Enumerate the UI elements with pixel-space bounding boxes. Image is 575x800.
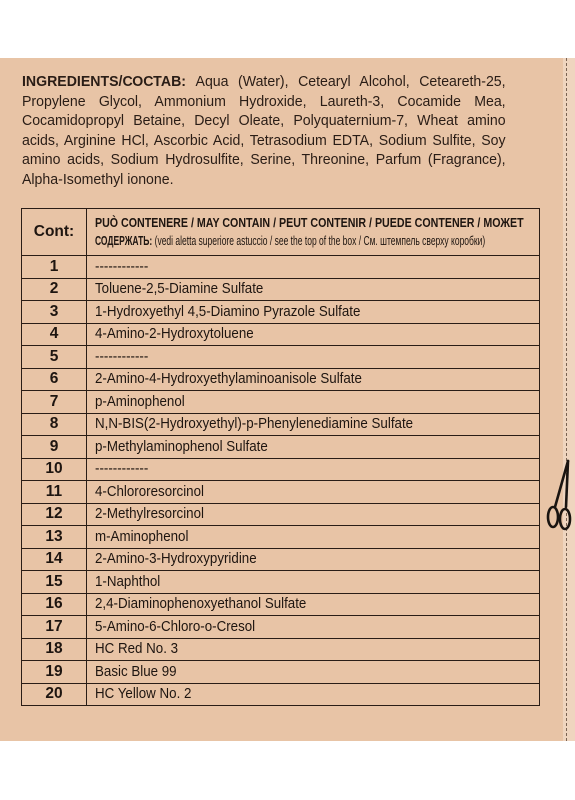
may-contain-title-2: СОДЕРЖАТЬ: — [95, 234, 153, 248]
may-contain-header — [87, 209, 540, 256]
flap-strip — [563, 58, 575, 741]
cont-header: Cont: — [22, 209, 87, 256]
ingredient-name: N,N-BIS(2-Hydroxyethyl)-p-Phenylenediamine Sulfate — [95, 416, 414, 433]
table-row — [22, 458, 540, 481]
row-number: 20 — [22, 683, 87, 706]
row-number: 17 — [22, 616, 87, 639]
ingredient-cell — [87, 503, 540, 526]
ingredients-label: INGREDIENTS/СОСТАВ: — [22, 73, 186, 90]
ingredient-cell — [87, 548, 540, 571]
ingredient-cell — [87, 683, 540, 706]
ingredient-name: 5-Amino-6-Chloro-o-Cresol — [95, 618, 256, 635]
cut-line — [566, 58, 567, 741]
row-number: 12 — [22, 503, 87, 526]
ingredient-name: 1-Naphthol — [95, 573, 161, 590]
ingredient-name: HC Red No. 3 — [95, 641, 179, 658]
ingredient-cell — [87, 413, 540, 436]
ingredient-cell — [87, 323, 540, 346]
ingredient-cell — [87, 481, 540, 504]
contents-table — [21, 208, 540, 706]
row-number: 8 — [22, 413, 87, 436]
ingredient-name: HC Yellow No. 2 — [95, 686, 192, 703]
ingredient-cell — [87, 458, 540, 481]
table-row — [22, 436, 540, 459]
ingredient-name: 2-Methylresorcinol — [95, 506, 204, 523]
ingredient-name: p-Aminophenol — [95, 393, 185, 410]
table-row — [22, 323, 540, 346]
table-row — [22, 256, 540, 279]
table-header-row — [22, 209, 540, 256]
ingredient-name: p-Methylaminophenol Sulfate — [95, 438, 268, 455]
ingredient-cell — [87, 593, 540, 616]
row-number: 2 — [22, 278, 87, 301]
table-row — [22, 346, 540, 369]
row-number: 4 — [22, 323, 87, 346]
ingredient-cell — [87, 391, 540, 414]
scissors-icon — [546, 455, 572, 551]
row-number: 14 — [22, 548, 87, 571]
ingredient-cell — [87, 301, 540, 324]
see-box-note: (vedi aletta superiore astuccio / see the top of the box / См. штемпель сверху коробки) — [152, 234, 486, 248]
ingredient-name: 4-Chlororesorcinol — [95, 483, 204, 500]
ingredient-name: ------------ — [95, 348, 149, 365]
table-row — [22, 593, 540, 616]
ingredient-name: Basic Blue 99 — [95, 663, 177, 680]
ingredient-name: 2-Amino-3-Hydroxypyridine — [95, 551, 257, 568]
row-number: 18 — [22, 638, 87, 661]
table-row — [22, 548, 540, 571]
table-row — [22, 571, 540, 594]
row-number: 7 — [22, 391, 87, 414]
ingredient-name: 2,4-Diaminophenoxyethanol Sulfate — [95, 596, 307, 613]
table-row — [22, 638, 540, 661]
ingredients-text: Aqua (Water), Cetearyl Alcohol, Ceteareth-25, Propylene Glycol, Ammonium Hydroxide, Laureth-3, Cocamide Mea, Cocamidopropyl Betaine, Decyl Oleate, Polyquaternium-7, Wheat amino acids, Arginine HCl, Ascorbic Acid, Tetrasodium EDTA, Sodium Sulfite, Soy amino acids, Sodium Hydrosulfite, Serine, Threonine, Parfum (Fragrance), Alpha-Isomethyl ionone. — [22, 73, 506, 188]
row-number: 11 — [22, 481, 87, 504]
ingredient-name: 1-Hydroxyethyl 4,5-Diamino Pyrazole Sulfate — [95, 303, 361, 320]
table-row — [22, 503, 540, 526]
row-number: 10 — [22, 458, 87, 481]
table-row — [22, 413, 540, 436]
ingredient-name: m-Aminophenol — [95, 528, 189, 545]
ingredient-cell — [87, 638, 540, 661]
row-number: 16 — [22, 593, 87, 616]
table-row — [22, 616, 540, 639]
row-number: 9 — [22, 436, 87, 459]
table-row — [22, 526, 540, 549]
table-row — [22, 683, 540, 706]
row-number: 1 — [22, 256, 87, 279]
ingredient-name: 4-Amino-2-Hydroxytoluene — [95, 326, 254, 343]
table-row — [22, 661, 540, 684]
row-number: 6 — [22, 368, 87, 391]
ingredient-cell — [87, 346, 540, 369]
ingredient-name: Toluene-2,5-Diamine Sulfate — [95, 281, 264, 298]
may-contain-title: PUÒ CONTENERE / MAY CONTAIN / PEUT CONTENIR / PUEDE CONTENER / МОЖЕТ — [95, 215, 524, 230]
ingredient-name: ------------ — [95, 461, 149, 478]
row-number: 19 — [22, 661, 87, 684]
table-row — [22, 278, 540, 301]
table-row — [22, 301, 540, 324]
row-number: 3 — [22, 301, 87, 324]
ingredient-cell — [87, 368, 540, 391]
row-number: 15 — [22, 571, 87, 594]
ingredient-cell — [87, 661, 540, 684]
ingredient-cell — [87, 526, 540, 549]
row-number: 5 — [22, 346, 87, 369]
row-number: 13 — [22, 526, 87, 549]
ingredient-cell — [87, 571, 540, 594]
ingredient-name: 2-Amino-4-Hydroxyethylaminoanisole Sulfate — [95, 371, 362, 388]
ingredients-paragraph — [22, 72, 506, 189]
table-row — [22, 391, 540, 414]
ingredient-cell — [87, 278, 540, 301]
ingredient-name: ------------ — [95, 258, 149, 275]
ingredient-cell — [87, 256, 540, 279]
table-row — [22, 368, 540, 391]
may-contain-note — [95, 232, 486, 250]
ingredient-cell — [87, 616, 540, 639]
ingredient-cell — [87, 436, 540, 459]
table-row — [22, 481, 540, 504]
